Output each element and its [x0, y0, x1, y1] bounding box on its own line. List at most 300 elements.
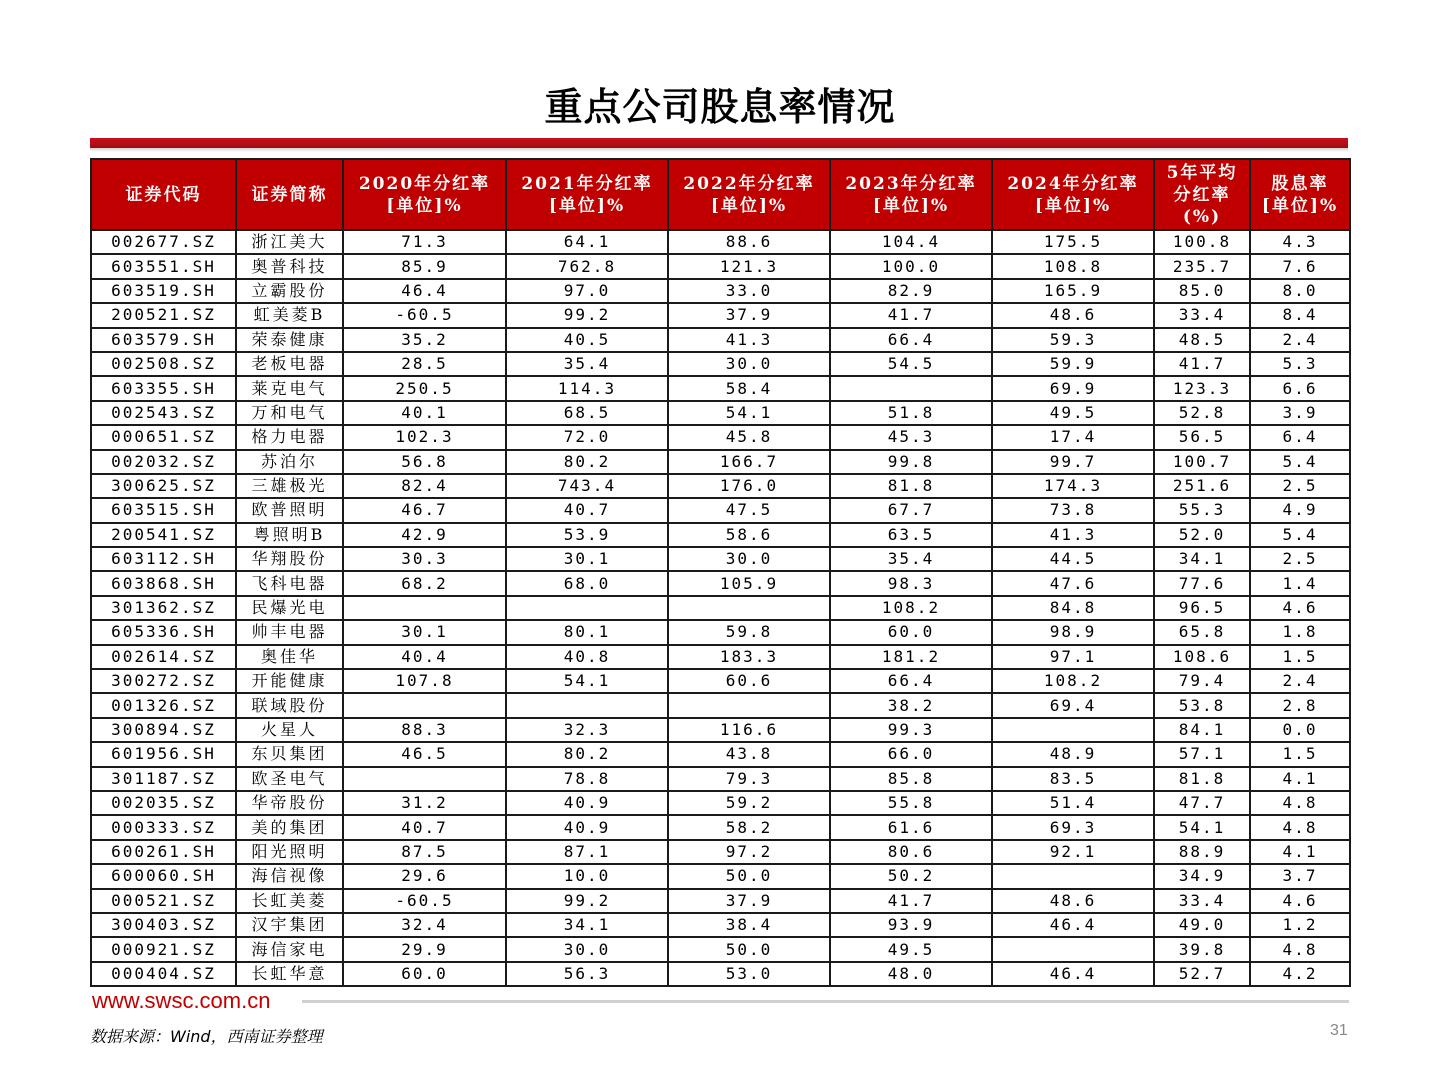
value-cell: 87.5: [343, 840, 506, 864]
value-cell: [343, 596, 506, 620]
value-cell: 66.4: [830, 669, 992, 693]
value-cell: 100.7: [1154, 450, 1250, 474]
value-cell: 99.2: [506, 303, 668, 327]
value-cell: [343, 767, 506, 791]
value-cell: 80.1: [506, 620, 668, 644]
value-cell: 82.9: [830, 279, 992, 303]
value-cell: 104.4: [830, 230, 992, 254]
company-logo[interactable]: www.swsc.com.cn: [92, 988, 271, 1013]
value-cell: 8.4: [1250, 303, 1350, 327]
value-cell: 53.8: [1154, 693, 1250, 717]
value-cell: 4.8: [1250, 815, 1350, 839]
value-cell: 34.1: [506, 913, 668, 937]
value-cell: 67.7: [830, 498, 992, 522]
value-cell: [668, 693, 830, 717]
value-cell: 88.3: [343, 718, 506, 742]
dividend-table: [90, 158, 1351, 987]
value-cell: 123.3: [1154, 376, 1250, 400]
security-name-cell: 阳光照明: [236, 840, 343, 864]
value-cell: -60.5: [343, 889, 506, 913]
value-cell: 56.8: [343, 450, 506, 474]
security-name-cell: 粤照明B: [236, 523, 343, 547]
value-cell: 30.0: [506, 937, 668, 961]
security-code-cell: 000921.SZ: [91, 937, 236, 961]
security-name-cell: 火星人: [236, 718, 343, 742]
column-header: 2021年分红率 [单位]%: [506, 159, 668, 230]
security-code-cell: 603112.SH: [91, 547, 236, 571]
value-cell: 59.2: [668, 791, 830, 815]
security-name-cell: 民爆光电: [236, 596, 343, 620]
value-cell: 53.0: [668, 962, 830, 986]
value-cell: 762.8: [506, 254, 668, 278]
value-cell: 65.8: [1154, 620, 1250, 644]
value-cell: 80.6: [830, 840, 992, 864]
security-name-cell: 格力电器: [236, 425, 343, 449]
value-cell: 93.9: [830, 913, 992, 937]
security-name-cell: 开能健康: [236, 669, 343, 693]
value-cell: 30.1: [343, 620, 506, 644]
security-name-cell: 联域股份: [236, 693, 343, 717]
table-row: [91, 254, 1350, 278]
value-cell: 58.2: [668, 815, 830, 839]
security-name-cell: 欧圣电气: [236, 767, 343, 791]
value-cell: 99.8: [830, 450, 992, 474]
security-name-cell: 浙江美大: [236, 230, 343, 254]
column-header: 证券代码: [91, 159, 236, 230]
value-cell: [506, 693, 668, 717]
security-code-cell: 300625.SZ: [91, 474, 236, 498]
value-cell: 174.3: [992, 474, 1154, 498]
value-cell: 81.8: [1154, 767, 1250, 791]
table-row: [91, 352, 1350, 376]
security-code-cell: 000333.SZ: [91, 815, 236, 839]
value-cell: 48.0: [830, 962, 992, 986]
security-name-cell: 奥佳华: [236, 645, 343, 669]
value-cell: 79.4: [1154, 669, 1250, 693]
value-cell: 17.4: [992, 425, 1154, 449]
table-row: [91, 767, 1350, 791]
security-code-cell: 200521.SZ: [91, 303, 236, 327]
value-cell: 10.0: [506, 864, 668, 888]
value-cell: 53.9: [506, 523, 668, 547]
value-cell: 4.8: [1250, 791, 1350, 815]
value-cell: 166.7: [668, 450, 830, 474]
value-cell: 35.4: [506, 352, 668, 376]
value-cell: 61.6: [830, 815, 992, 839]
table-row: [91, 230, 1350, 254]
title-divider: [90, 138, 1348, 148]
value-cell: 56.3: [506, 962, 668, 986]
value-cell: 47.7: [1154, 791, 1250, 815]
security-name-cell: 飞科电器: [236, 571, 343, 595]
value-cell: 46.4: [992, 962, 1154, 986]
value-cell: 46.4: [343, 279, 506, 303]
value-cell: 51.8: [830, 401, 992, 425]
value-cell: 29.6: [343, 864, 506, 888]
table-row: [91, 523, 1350, 547]
value-cell: 52.7: [1154, 962, 1250, 986]
value-cell: [506, 596, 668, 620]
security-name-cell: 海信视像: [236, 864, 343, 888]
table-row: [91, 889, 1350, 913]
table-row: [91, 742, 1350, 766]
value-cell: 66.0: [830, 742, 992, 766]
value-cell: 108.2: [830, 596, 992, 620]
security-name-cell: 帅丰电器: [236, 620, 343, 644]
security-code-cell: 301187.SZ: [91, 767, 236, 791]
security-code-cell: 001326.SZ: [91, 693, 236, 717]
security-code-cell: 200541.SZ: [91, 523, 236, 547]
value-cell: 46.7: [343, 498, 506, 522]
value-cell: 68.0: [506, 571, 668, 595]
value-cell: 165.9: [992, 279, 1154, 303]
table-row: [91, 864, 1350, 888]
security-code-cell: 603868.SH: [91, 571, 236, 595]
value-cell: 49.0: [1154, 913, 1250, 937]
value-cell: 107.8: [343, 669, 506, 693]
value-cell: 46.5: [343, 742, 506, 766]
value-cell: 52.8: [1154, 401, 1250, 425]
value-cell: 0.0: [1250, 718, 1350, 742]
value-cell: 35.2: [343, 328, 506, 352]
value-cell: 97.0: [506, 279, 668, 303]
table-row: [91, 791, 1350, 815]
value-cell: 5.4: [1250, 523, 1350, 547]
value-cell: 48.6: [992, 889, 1154, 913]
value-cell: 105.9: [668, 571, 830, 595]
value-cell: 85.0: [1154, 279, 1250, 303]
value-cell: 45.3: [830, 425, 992, 449]
security-name-cell: 欧普照明: [236, 498, 343, 522]
value-cell: 5.4: [1250, 450, 1350, 474]
value-cell: 69.4: [992, 693, 1154, 717]
value-cell: 47.5: [668, 498, 830, 522]
table-row: [91, 669, 1350, 693]
value-cell: 97.2: [668, 840, 830, 864]
security-code-cell: 300403.SZ: [91, 913, 236, 937]
value-cell: 99.3: [830, 718, 992, 742]
value-cell: 4.9: [1250, 498, 1350, 522]
security-name-cell: 万和电气: [236, 401, 343, 425]
value-cell: 40.5: [506, 328, 668, 352]
value-cell: 92.1: [992, 840, 1154, 864]
value-cell: 2.4: [1250, 669, 1350, 693]
security-code-cell: 603519.SH: [91, 279, 236, 303]
security-name-cell: 华帝股份: [236, 791, 343, 815]
value-cell: 59.8: [668, 620, 830, 644]
value-cell: 1.5: [1250, 742, 1350, 766]
value-cell: 88.6: [668, 230, 830, 254]
security-code-cell: 603579.SH: [91, 328, 236, 352]
security-code-cell: 002508.SZ: [91, 352, 236, 376]
value-cell: 50.2: [830, 864, 992, 888]
value-cell: 181.2: [830, 645, 992, 669]
security-name-cell: 三雄极光: [236, 474, 343, 498]
security-code-cell: 601956.SH: [91, 742, 236, 766]
value-cell: 45.8: [668, 425, 830, 449]
value-cell: 6.4: [1250, 425, 1350, 449]
value-cell: 55.8: [830, 791, 992, 815]
table-row: [91, 425, 1350, 449]
value-cell: 79.3: [668, 767, 830, 791]
value-cell: 82.4: [343, 474, 506, 498]
value-cell: 80.2: [506, 450, 668, 474]
column-header: 2023年分红率 [单位]%: [830, 159, 992, 230]
value-cell: 32.3: [506, 718, 668, 742]
value-cell: 29.9: [343, 937, 506, 961]
value-cell: 251.6: [1154, 474, 1250, 498]
value-cell: 40.9: [506, 791, 668, 815]
security-name-cell: 奥普科技: [236, 254, 343, 278]
value-cell: 2.4: [1250, 328, 1350, 352]
value-cell: 33.4: [1154, 889, 1250, 913]
column-header: 股息率 [单位]%: [1250, 159, 1350, 230]
value-cell: 114.3: [506, 376, 668, 400]
value-cell: 85.8: [830, 767, 992, 791]
value-cell: -60.5: [343, 303, 506, 327]
table-row: [91, 937, 1350, 961]
table-row: [91, 815, 1350, 839]
value-cell: 60.0: [343, 962, 506, 986]
table-row: [91, 571, 1350, 595]
value-cell: 58.4: [668, 376, 830, 400]
value-cell: 59.3: [992, 328, 1154, 352]
security-name-cell: 立霸股份: [236, 279, 343, 303]
value-cell: 30.3: [343, 547, 506, 571]
value-cell: 34.1: [1154, 547, 1250, 571]
security-code-cell: 605336.SH: [91, 620, 236, 644]
security-code-cell: 000651.SZ: [91, 425, 236, 449]
security-code-cell: 300272.SZ: [91, 669, 236, 693]
security-code-cell: 603551.SH: [91, 254, 236, 278]
value-cell: 4.1: [1250, 767, 1350, 791]
value-cell: 68.2: [343, 571, 506, 595]
table-header-row: [91, 159, 1350, 230]
value-cell: 28.5: [343, 352, 506, 376]
value-cell: 84.8: [992, 596, 1154, 620]
value-cell: 56.5: [1154, 425, 1250, 449]
value-cell: 3.9: [1250, 401, 1350, 425]
value-cell: 4.8: [1250, 937, 1350, 961]
security-name-cell: 长虹美菱: [236, 889, 343, 913]
column-header: 证券简称: [236, 159, 343, 230]
value-cell: 69.3: [992, 815, 1154, 839]
value-cell: 37.9: [668, 889, 830, 913]
value-cell: 176.0: [668, 474, 830, 498]
column-header: 5年平均 分红率 (%): [1154, 159, 1250, 230]
value-cell: 48.5: [1154, 328, 1250, 352]
value-cell: 33.0: [668, 279, 830, 303]
value-cell: [992, 718, 1154, 742]
value-cell: 41.7: [830, 889, 992, 913]
value-cell: 2.5: [1250, 474, 1350, 498]
value-cell: 58.6: [668, 523, 830, 547]
value-cell: 108.8: [992, 254, 1154, 278]
column-header: 2024年分红率 [单位]%: [992, 159, 1154, 230]
value-cell: 85.9: [343, 254, 506, 278]
table-row: [91, 401, 1350, 425]
value-cell: 4.6: [1250, 889, 1350, 913]
value-cell: 6.6: [1250, 376, 1350, 400]
security-name-cell: 海信家电: [236, 937, 343, 961]
value-cell: 108.6: [1154, 645, 1250, 669]
value-cell: 83.5: [992, 767, 1154, 791]
value-cell: 4.2: [1250, 962, 1350, 986]
value-cell: 51.4: [992, 791, 1154, 815]
value-cell: 60.0: [830, 620, 992, 644]
value-cell: [992, 864, 1154, 888]
table-row: [91, 474, 1350, 498]
value-cell: 49.5: [992, 401, 1154, 425]
value-cell: 43.8: [668, 742, 830, 766]
security-name-cell: 荣泰健康: [236, 328, 343, 352]
value-cell: 69.9: [992, 376, 1154, 400]
table-row: [91, 279, 1350, 303]
value-cell: 63.5: [830, 523, 992, 547]
security-code-cell: 000404.SZ: [91, 962, 236, 986]
value-cell: 54.1: [1154, 815, 1250, 839]
security-name-cell: 华翔股份: [236, 547, 343, 571]
value-cell: 31.2: [343, 791, 506, 815]
value-cell: 1.4: [1250, 571, 1350, 595]
value-cell: 41.7: [830, 303, 992, 327]
security-name-cell: 美的集团: [236, 815, 343, 839]
value-cell: 98.3: [830, 571, 992, 595]
security-name-cell: 东贝集团: [236, 742, 343, 766]
value-cell: 250.5: [343, 376, 506, 400]
security-name-cell: 虹美菱B: [236, 303, 343, 327]
value-cell: 4.6: [1250, 596, 1350, 620]
security-code-cell: 000521.SZ: [91, 889, 236, 913]
table-row: [91, 840, 1350, 864]
value-cell: 46.4: [992, 913, 1154, 937]
table-row: [91, 303, 1350, 327]
value-cell: 33.4: [1154, 303, 1250, 327]
value-cell: 102.3: [343, 425, 506, 449]
value-cell: 32.4: [343, 913, 506, 937]
value-cell: 55.3: [1154, 498, 1250, 522]
value-cell: 40.7: [343, 815, 506, 839]
security-name-cell: 长虹华意: [236, 962, 343, 986]
security-code-cell: 002614.SZ: [91, 645, 236, 669]
value-cell: 100.0: [830, 254, 992, 278]
footer-divider: [302, 1000, 1349, 1003]
value-cell: 52.0: [1154, 523, 1250, 547]
value-cell: 4.3: [1250, 230, 1350, 254]
table-row: [91, 450, 1350, 474]
value-cell: 99.2: [506, 889, 668, 913]
value-cell: 78.8: [506, 767, 668, 791]
value-cell: 40.8: [506, 645, 668, 669]
page-title: 重点公司股息率情况: [544, 85, 896, 129]
table-row: [91, 962, 1350, 986]
value-cell: 3.7: [1250, 864, 1350, 888]
security-code-cell: 002035.SZ: [91, 791, 236, 815]
column-header: 2022年分红率 [单位]%: [668, 159, 830, 230]
value-cell: 40.1: [343, 401, 506, 425]
value-cell: 99.7: [992, 450, 1154, 474]
value-cell: 87.1: [506, 840, 668, 864]
security-code-cell: 301362.SZ: [91, 596, 236, 620]
table-row: [91, 718, 1350, 742]
value-cell: 2.8: [1250, 693, 1350, 717]
security-code-cell: 300894.SZ: [91, 718, 236, 742]
value-cell: 60.6: [668, 669, 830, 693]
value-cell: 64.1: [506, 230, 668, 254]
value-cell: 116.6: [668, 718, 830, 742]
value-cell: 2.5: [1250, 547, 1350, 571]
value-cell: 41.7: [1154, 352, 1250, 376]
value-cell: 57.1: [1154, 742, 1250, 766]
security-name-cell: 老板电器: [236, 352, 343, 376]
value-cell: 68.5: [506, 401, 668, 425]
value-cell: 1.8: [1250, 620, 1350, 644]
value-cell: 42.9: [343, 523, 506, 547]
value-cell: 100.8: [1154, 230, 1250, 254]
value-cell: 41.3: [992, 523, 1154, 547]
security-code-cell: 600060.SH: [91, 864, 236, 888]
value-cell: 49.5: [830, 937, 992, 961]
security-code-cell: 002032.SZ: [91, 450, 236, 474]
value-cell: 30.0: [668, 547, 830, 571]
value-cell: 235.7: [1154, 254, 1250, 278]
security-code-cell: 603355.SH: [91, 376, 236, 400]
value-cell: 80.2: [506, 742, 668, 766]
value-cell: 40.7: [506, 498, 668, 522]
value-cell: [668, 596, 830, 620]
value-cell: 34.9: [1154, 864, 1250, 888]
security-code-cell: 002543.SZ: [91, 401, 236, 425]
value-cell: 108.2: [992, 669, 1154, 693]
value-cell: 71.3: [343, 230, 506, 254]
value-cell: 35.4: [830, 547, 992, 571]
value-cell: 81.8: [830, 474, 992, 498]
value-cell: 72.0: [506, 425, 668, 449]
value-cell: 39.8: [1154, 937, 1250, 961]
value-cell: 30.1: [506, 547, 668, 571]
value-cell: 4.1: [1250, 840, 1350, 864]
value-cell: 183.3: [668, 645, 830, 669]
value-cell: 54.5: [830, 352, 992, 376]
value-cell: 38.4: [668, 913, 830, 937]
value-cell: 40.9: [506, 815, 668, 839]
security-code-cell: 002677.SZ: [91, 230, 236, 254]
value-cell: 96.5: [1154, 596, 1250, 620]
table-row: [91, 693, 1350, 717]
value-cell: 50.0: [668, 937, 830, 961]
value-cell: 1.5: [1250, 645, 1350, 669]
table-row: [91, 596, 1350, 620]
value-cell: 98.9: [992, 620, 1154, 644]
page-number: 31: [1330, 1022, 1348, 1039]
value-cell: 59.9: [992, 352, 1154, 376]
value-cell: 48.6: [992, 303, 1154, 327]
security-name-cell: 莱克电气: [236, 376, 343, 400]
value-cell: [830, 376, 992, 400]
value-cell: 48.9: [992, 742, 1154, 766]
value-cell: 30.0: [668, 352, 830, 376]
value-cell: 54.1: [668, 401, 830, 425]
table-row: [91, 913, 1350, 937]
value-cell: 77.6: [1154, 571, 1250, 595]
value-cell: 88.9: [1154, 840, 1250, 864]
value-cell: 73.8: [992, 498, 1154, 522]
security-name-cell: 苏泊尔: [236, 450, 343, 474]
security-code-cell: 603515.SH: [91, 498, 236, 522]
value-cell: 1.2: [1250, 913, 1350, 937]
value-cell: 38.2: [830, 693, 992, 717]
value-cell: 50.0: [668, 864, 830, 888]
